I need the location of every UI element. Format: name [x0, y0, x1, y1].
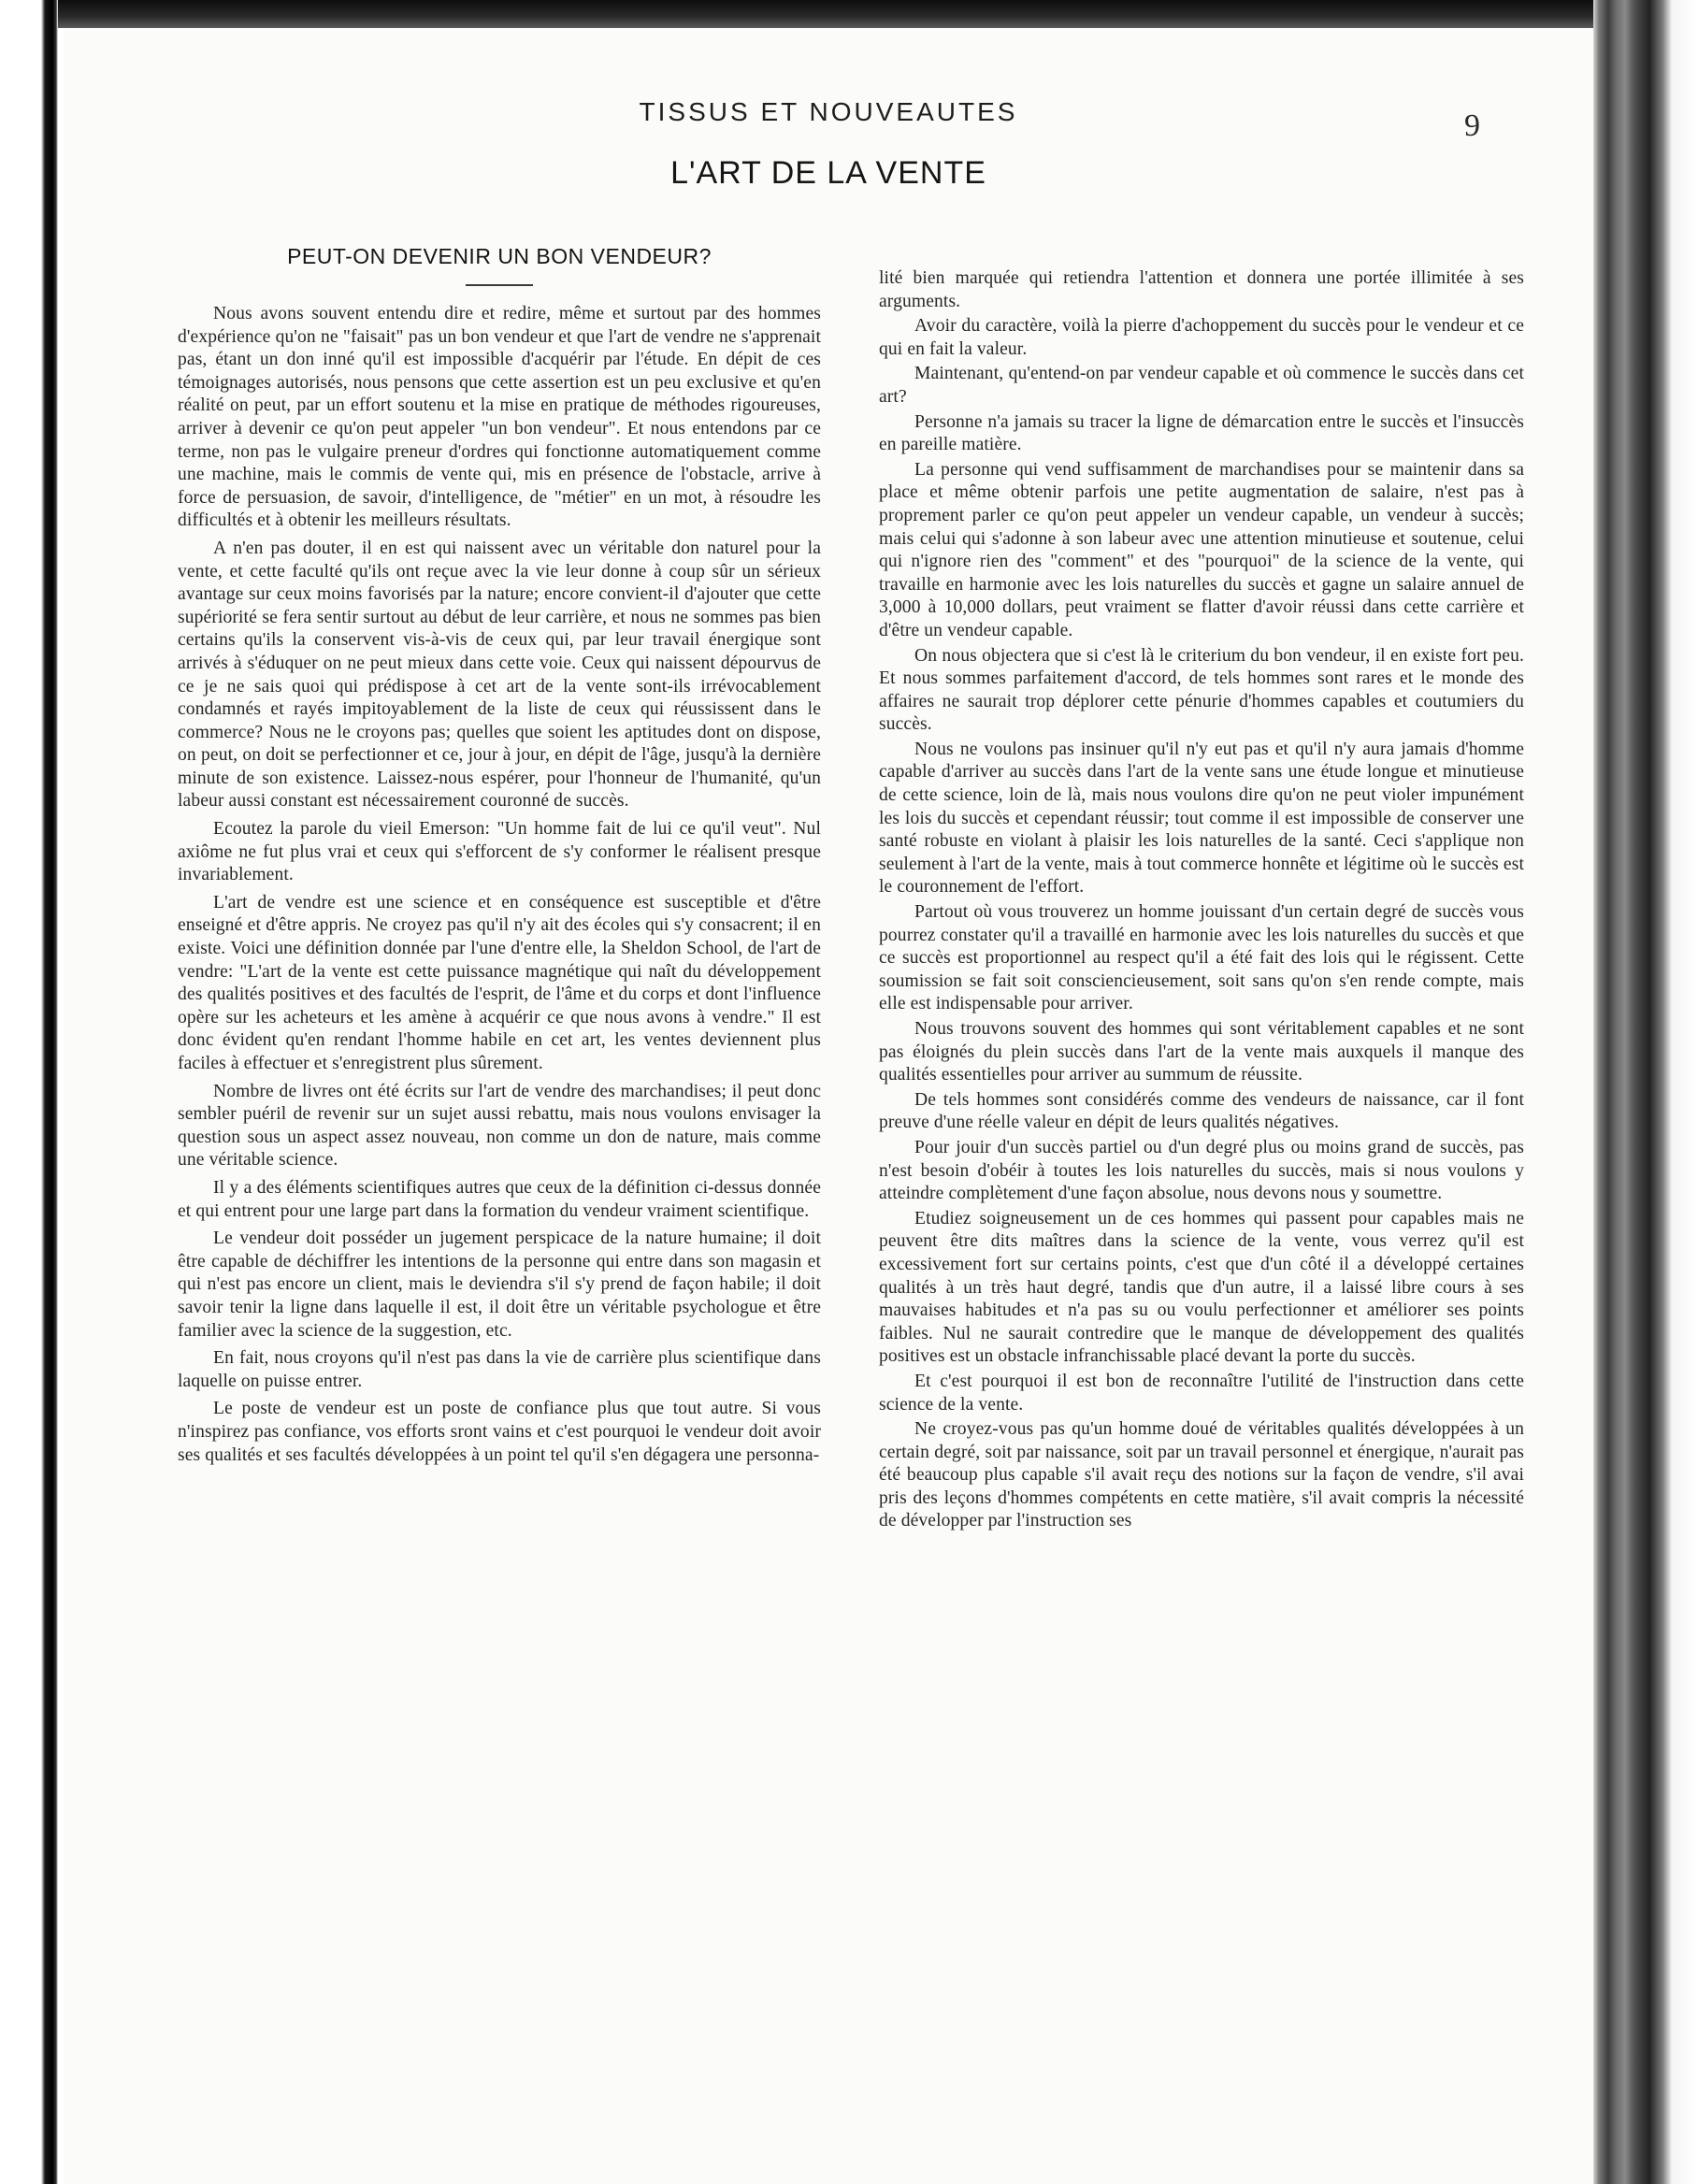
paragraph: La personne qui vend suffisamment de marchandises pour se maintenir dans sa place et même obtenir parfois une petite augmentation de salaire, n'est pas à proprement parler ce qu'on peut appeler un vendeur capable, un vendeur à succès; mais celui qui s'adonne à son labeur avec une attention minutieuse et soutenue, celui qui n'ignore rien des "comment" et des "pourquoi" de la science de la vente, qui travaille en harmonie avec les lois naturelles du succès et gagne un salaire annuel de 3,000 à 10,000 dollars, peut vraiment se flatter d'avoir réussi dans cette carrière et d'être un vendeur capable. — [879, 459, 1524, 640]
paragraph: En fait, nous croyons qu'il n'est pas dans la vie de carrière plus scientifique dans laquelle on puisse entrer. — [178, 1348, 821, 1391]
book-spine-edge — [1593, 0, 1698, 2184]
section-title: L'ART DE LA VENTE — [670, 155, 986, 191]
left-column — [178, 243, 821, 1467]
scanner-left-edge — [0, 0, 58, 2184]
paragraph: Maintenant, qu'entend-on par vendeur capable et où commence le succès dans cet art? — [879, 364, 1524, 407]
paragraph: Et c'est pourquoi il est bon de reconnaître l'utilité de l'instruction dans cette science de la vente. — [879, 1371, 1524, 1415]
paragraph: Nous avons souvent entendu dire et redire, même et surtout par des hommes d'expérience qu'on ne "faisait" pas un bon vendeur et que l'art de vendre ne s'apprenait pas, étant un don inné qu'il est impossible d'acquérir par l'étude. En dépit de ces témoignages autorisés, nous pensons que cette assertion est un peu exclusive et qu'en réalité on peut, par un effort soutenu et la mise en pratique de méthodes rigoureuses, arriver à devenir ce qu'on peut appeler "un bon vendeur". Et nous entendons par ce terme, non pas le vulgaire preneur d'ordres qui fonctionne automatiquement comme une machine, mais le commis de vente qui, mis en présence de l'obstacle, arrive à force de persuasion, de savoir, d'intelligence, de "métier" en un mot, à résoudre les difficultés et à obtenir les meilleurs résultats. — [178, 304, 821, 531]
paragraph: Le vendeur doit posséder un jugement perspicace de la nature humaine; il doit être capable de déchiffrer les intentions de la personne qui entre dans son magasin et qui n'est pas encore un client, mais le deviendra s'il s'y prend de façon habile; il doit savoir tenir la ligne dans laquelle il est, il doit être un véritable psychologue et être familier avec la science de la suggestion, etc. — [178, 1228, 821, 1341]
paragraph: A n'en pas douter, il en est qui naissent avec un véritable don naturel pour la vente, et cette faculté qu'ils ont reçue avec la vie leur donne à coup sûr un sérieux avantage sur ceux moins favorisés par la nature; encore convient-il d'ajouter que cette supériorité se fera sentir surtout au début de leur carrière, et nous ne sommes pas bien certains qu'ils la conservent vis-à-vis de ceux qui, par leur travail énergique sont arrivés à s'éduquer on ne peut mieux dans cette voie. Ceux qui naissent dépourvus de ce je ne sais quoi qui prédispose à cet art de la vente sont-ils irrévocablement condamnés et rayés impitoyablement de la liste de ceux qui réussissent dans le commerce? Nous ne le croyons pas; quelles que soient les aptitudes dont on dispose, on peut, on doit se perfectionner et ce, jour à jour, en dépit de l'âge, jusqu'à la dernière minute de son existence. Laissez-nous espérer, pour l'honneur de l'humanité, qu'un labeur aussi constant est nécessairement couronné de succès. — [178, 538, 821, 812]
paragraph: Nous trouvons souvent des hommes qui sont véritablement capables et ne sont pas éloignés du plein succès dans l'art de la vente mais auxquels il manque des qualités essentielles pour arriver au summum de réussite. — [879, 1019, 1524, 1085]
right-column — [879, 267, 1524, 1533]
paragraph-continued: lité bien marquée qui retiendra l'attention et donnera une portée illimitée à ses arguments. — [879, 268, 1524, 311]
paragraph: De tels hommes sont considérés comme des vendeurs de naissance, car il font preuve d'une réelle valeur en dépit de leurs qualités négatives. — [879, 1089, 1524, 1133]
paragraph: Partout où vous trouverez un homme jouissant d'un certain degré de succès vous pourrez constater qu'il a travaillé en harmonie avec les lois naturelles du succès et que ce succès est proportionnel au respect qu'il a été fait des lois qui le régissent. Cette soumission se fait soit consciencieusement, soit sans qu'on s'en rende compte, mais elle est indispensable pour arriver. — [879, 902, 1524, 1014]
paragraph: Personne n'a jamais su tracer la ligne de démarcation entre le succès et l'insuccès en pareille matière. — [879, 411, 1524, 455]
title-rule — [466, 284, 533, 286]
magazine-page — [64, 28, 1593, 2184]
article-title: PEUT-ON DEVENIR UN BON VENDEUR? — [287, 244, 712, 268]
scanner-top-edge — [0, 0, 1698, 28]
paragraph: Pour jouir d'un succès partiel ou d'un degré plus ou moins grand de succès, pas n'est besoin d'obéir à toutes les lois naturelles du succès, mais si nous voulons y atteindre complètement d'une façon absolue, nous devons nous y soumettre. — [879, 1137, 1524, 1204]
paragraph: L'art de vendre est une science et en conséquence est susceptible et d'être enseigné et d'être appris. Ne croyez pas qu'il n'y ait des écoles qui s'y consacrent; il en existe. Voici une définition donnée par l'une d'entre elle, la Sheldon School, de l'art de vendre: "L'art de la vente est cette puissance magnétique qui naît du développement des qualités positives et des facultés de l'esprit, de l'âme et du corps et dont l'influence opère sur les acheteurs et les amène à acquérir ce que nous avons à vendre." Il est donc évident qu'en rendant l'homme habile en cet art, les ventes deviennent plus faciles à effectuer et s'enregistrent plus sûrement. — [178, 892, 821, 1073]
paragraph: Nous ne voulons pas insinuer qu'il n'y eut pas et qu'il n'y aura jamais d'homme capable d'arriver au succès dans l'art de la vente sans une étude longue et minutieuse de cette science, loin de là, mais nous voulons dire qu'on ne peut violer impunément les lois du succès et cependant réussir; tout comme il est impossible de conserver une santé robuste en violant à plaisir les lois naturelles de la santé. Ceci s'applique non seulement à l'art de la vente, mais à tout commerce honnête et légitime où le succès est le couronnement de l'effort. — [879, 739, 1524, 898]
paragraph: Etudiez soigneusement un de ces hommes qui passent pour capables mais ne peuvent être dits maîtres dans la science de la vente, vous verrez qu'il est excessivement fort sur certains points, c'est que d'un côté il a développé certaines qualités à un très haut degré, tandis que d'un autre, il a laissé libre cours à ses mauvaises habitudes et n'a pas su ou voulu perfectionner et améliorer ses points faibles. Nul ne saurait contredire que le manque de développement des qualités positives est un obstacle infranchissable placé devant la porte du succès. — [879, 1208, 1524, 1367]
paragraph: Il y a des éléments scientifiques autres que ceux de la définition ci-dessus donnée et qui entrent pour une large part dans la formation du vendeur vraiment scientifique. — [178, 1177, 821, 1221]
paragraph: Ecoutez la parole du vieil Emerson: "Un homme fait de lui ce qu'il veut". Nul axiôme ne fut plus vrai et ceux qui s'efforcent de s'y conformer le réalisent presque invariablement. — [178, 819, 821, 885]
running-head: TISSUS ET NOUVEAUTES — [639, 97, 1018, 126]
paragraph: Le poste de vendeur est un poste de confiance plus que tout autre. Si vous n'inspirez pas confiance, vos efforts sront vains et c'est pourquoi le vendeur doit avoir ses qualités et ses facultés développées à un point tel qu'il s'en dégagera une personna- — [178, 1399, 821, 1465]
paragraph: Ne croyez-vous pas qu'un homme doué de véritables qualités développées à un certain degré, soit par naissance, soit par un travail personnel et énergique, n'aurait pas été beaucoup plus capable s'il avait reçu des notions sur la façon de vendre, s'il avai pris des leçons d'hommes compétents en cette matière, s'il avait compris la nécessité de développer par l'instruction ses — [879, 1419, 1524, 1531]
paragraph: Avoir du caractère, voilà la pierre d'achoppement du succès pour le vendeur et ce qui en fait la valeur. — [879, 316, 1524, 359]
page-number: 9 — [1464, 108, 1480, 143]
paragraph: On nous objectera que si c'est là le criterium du bon vendeur, il en existe fort peu. Et nous sommes parfaitement d'accord, de tels hommes sont rares et le monde des affaires ne saurait trop déplorer cette pénurie d'hommes capables et coutumiers du succès. — [879, 645, 1524, 735]
paragraph: Nombre de livres ont été écrits sur l'art de vendre des marchandises; il peut donc sembler puéril de revenir sur un sujet aussi rebattu, mais nous voulons envisager la question sous un aspect assez nouveau, non comme un don de nature, mais comme une véritable science. — [178, 1081, 821, 1171]
